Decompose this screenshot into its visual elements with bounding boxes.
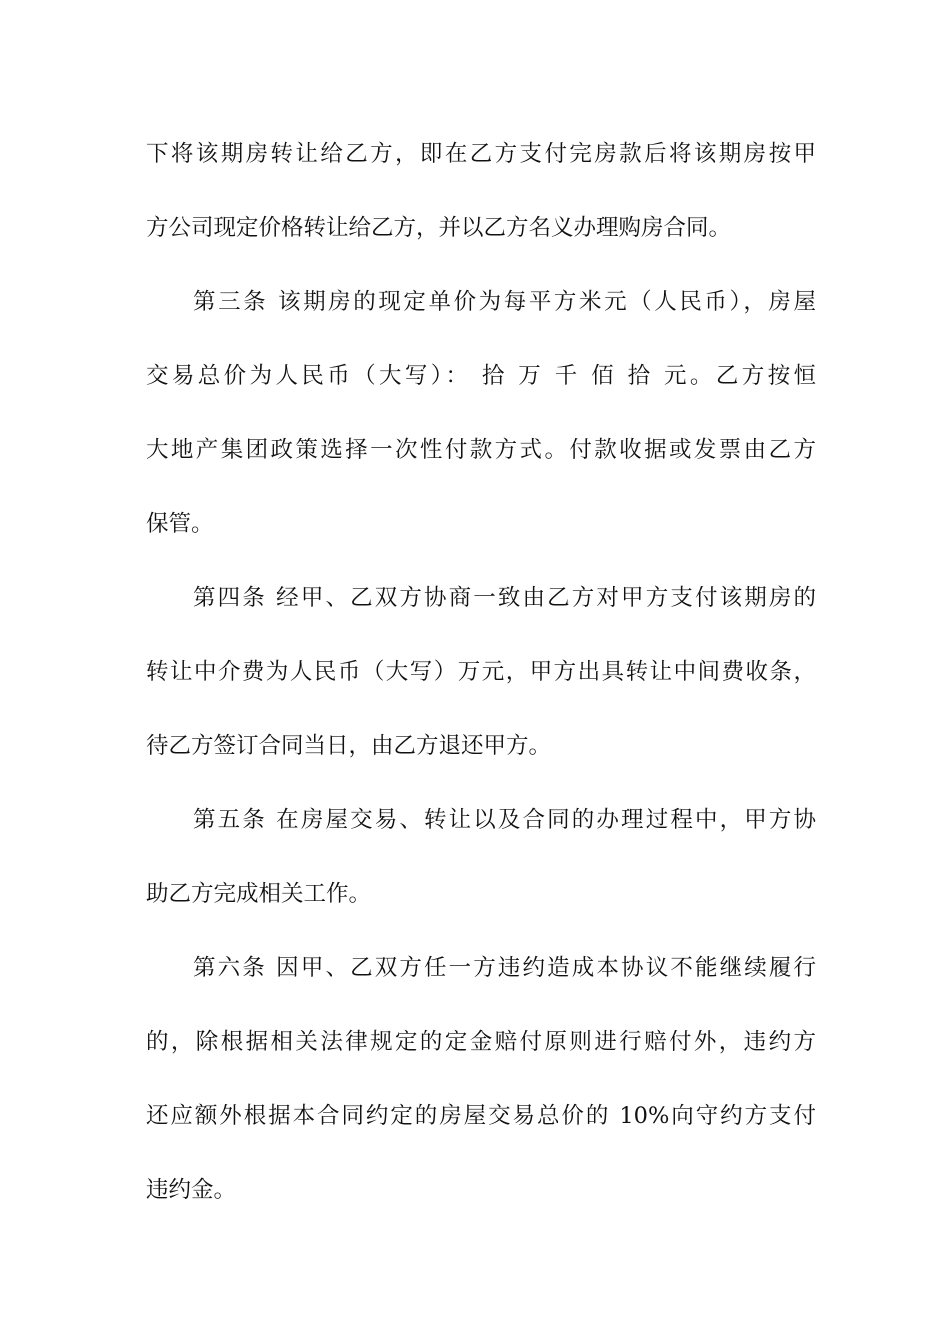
text-line: 交易总价为人民币（大写）： 拾 万 千 佰 拾 元。乙方按恒: [146, 363, 816, 389]
article-4-heading-line: 第四条 经甲、乙双方协商一致由乙方对甲方支付该期房的: [193, 585, 816, 611]
text-line: 方公司现定价格转让给乙方，并以乙方名义办理购房合同。: [146, 215, 732, 241]
text-line: 的，除根据相关法律规定的定金赔付原则进行赔付外，违约方: [146, 1029, 816, 1055]
text-line: 还应额外根据本合同约定的房屋交易总价的 10%向守约方支付: [146, 1103, 816, 1129]
text-line: 违约金。: [146, 1177, 237, 1203]
text-line: 待乙方签订合同当日，由乙方退还甲方。: [146, 733, 552, 759]
article-3-heading-line: 第三条 该期房的现定单价为每平方米元（人民币），房屋: [193, 289, 816, 315]
article-6-heading-line: 第六条 因甲、乙双方任一方违约造成本协议不能继续履行: [193, 955, 816, 981]
text-line: 大地产集团政策选择一次性付款方式。付款收据或发票由乙方: [146, 437, 816, 463]
text-line: 下将该期房转让给乙方，即在乙方支付完房款后将该期房按甲: [146, 141, 816, 167]
article-5-heading-line: 第五条 在房屋交易、转让以及合同的办理过程中，甲方协: [193, 807, 816, 833]
text-line: 转让中介费为人民币（大写）万元，甲方出具转让中间费收条，: [146, 659, 816, 685]
text-line: 助乙方完成相关工作。: [146, 881, 372, 907]
text-line: 保管。: [146, 511, 214, 537]
